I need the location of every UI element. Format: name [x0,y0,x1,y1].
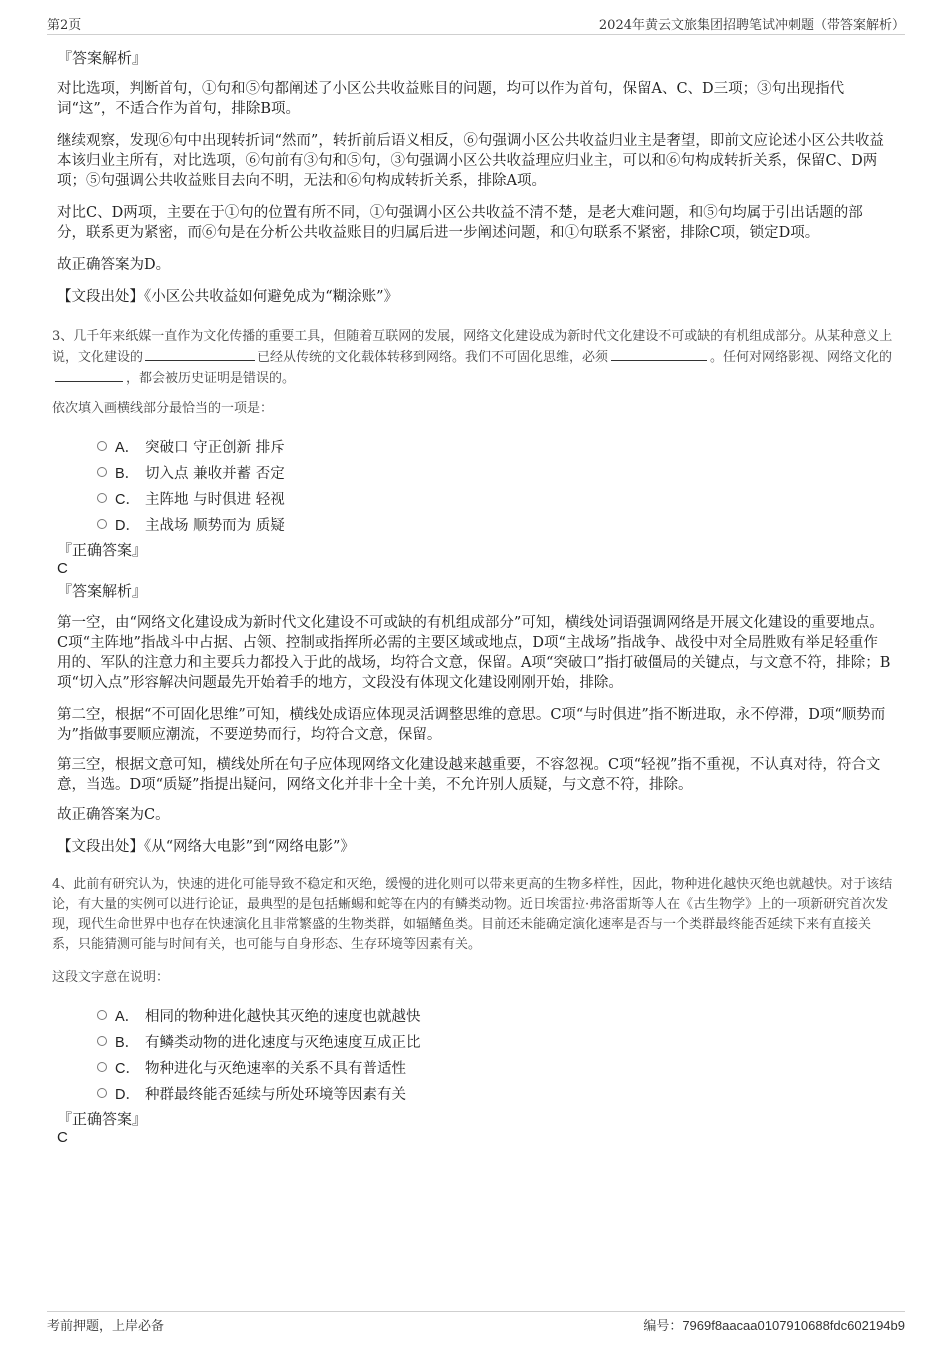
q4-answer: C [57,1129,68,1146]
q3-analysis-para-1: 第一空，由“网络文化建设成为新时代文化建设不可或缺的有机组成部分”可知，横线处词语强调网络是开展文化建设的重要地点。C项“主阵地”指战斗中占据、占领、控制或指挥所必需的主要区域或地点，D项“主战场”指战争、战役中对全局胜败有举足轻重作用的、军队的注意力和主要兵力都投入于此的战场，均符合文意，保留。A项“突破口”指打破僵局的关键点，与文意不符，排除；B项“切入点”形容解决问题最先开始着手的地方，文段没有体现文化建设刚刚开始，排除。 [57,615,891,691]
q4-options [57,1002,557,1106]
radio-icon[interactable] [97,519,107,529]
analysis-label: 『答案解析』 [57,49,148,67]
q3-blank-2 [611,347,707,361]
correct-answer-label: 『正确答案』 [57,1110,148,1128]
page-header [47,12,905,35]
document-title: 2024年黄云文旅集团招聘笔试冲刺题（带答案解析） [598,18,905,33]
q3-option-d[interactable]: D． 主战场 顺势而为 质疑 [57,511,457,537]
q3-source-title: 《从“网络大电影”到“网络电影”》 [144,839,355,855]
radio-icon[interactable] [97,441,107,451]
analysis-label: 『答案解析』 [57,582,148,600]
q4-option-b[interactable]: B． 有鳞类动物的进化速度与灭绝速度互成正比 [57,1028,557,1054]
radio-icon[interactable] [97,493,107,503]
q2-analysis-para-2: 继续观察，发现⑥句中出现转折词“然而”，转折前后语义相反，⑥句强调小区公共收益归业主是奢望，即前文应论述小区公共收益本该归业主所有，对比选项，⑥句前有③句和⑤句，③句强调小区公共收益理应归业主，可以和⑥句构成转折关系，保留C、D两项；⑤句强调公共收益账目去向不明，无法和⑥句构成转折关系，排除A项。 [57,133,884,189]
q2-source-title: 《小区公共收益如何避免成为“糊涂账”》 [144,289,399,305]
q3-analysis-para-2: 第二空，根据“不可固化思维”可知，横线处成语应体现灵活调整思维的意思。C项“与时俱进”指不断进取，永不停滞，D项“顺势而为”指做事要顺应潮流，不要逆势而行，均符合文意，保留。 [57,707,886,743]
q2-source [57,287,398,307]
q3-options [57,433,457,537]
q4-prompt: 这段文字意在说明： [52,970,170,985]
q3-option-b[interactable]: B． 切入点 兼收并蓄 否定 [57,459,457,485]
document-code: 编号：7969f8aacaa0107910688fdc602194b9 [643,1318,905,1334]
q3-option-a[interactable]: A． 突破口 守正创新 排斥 [57,433,457,459]
q4-option-c[interactable]: C． 物种进化与灭绝速率的关系不具有普适性 [57,1054,557,1080]
q2-analysis-conclusion: 故正确答案为D。 [57,257,171,273]
q3-stem: 3、几千年来纸媒一直作为文化传播的重要工具，但随着互联网的发展，网络文化建设成为新时代文化建设不可或缺的有机组成部分。从某种意义上说，文化建设的 已经从传统的文化载体转移到网络。我们不可固化思维，必须 。任何对网络影视、网络文化的，都会被历史证明是错误的。 [52,329,893,386]
q3-answer: C [57,560,68,577]
page-number: 第2页 [47,18,82,33]
radio-icon[interactable] [97,1036,107,1046]
q3-blank-3 [55,368,123,382]
q3-prompt: 依次填入画横线部分最恰当的一项是： [52,401,274,416]
correct-answer-label: 『正确答案』 [57,541,148,559]
q3-source [57,837,355,857]
q3-option-c[interactable]: C． 主阵地 与时俱进 轻视 [57,485,457,511]
source-prefix: 【文段出处】 [57,289,144,305]
radio-icon[interactable] [97,467,107,477]
q4-stem: 4、此前有研究认为，快速的进化可能导致不稳定和灭绝，缓慢的进化则可以带来更高的生物多样性，因此，物种进化越快灭绝也就越快。对于该结论，有大量的实例可以进行论证，最典型的是包括蜥蜴和蛇等在内的有鳞类动物。近日埃雷拉·弗洛雷斯等人在《古生物学》上的一项新研究首次发现，现代生命世界中也存在快速演化且非常繁盛的生物类群，如辐鳍鱼类。目前还未能确定演化速率是否与一个类群最终能否延续下来有直接关系，只能猜测可能与时间有关，也可能与自身形态、生存环境等因素有关。 [52,877,893,952]
q4-option-d[interactable]: D． 种群最终能否延续与所处环境等因素有关 [57,1080,557,1106]
radio-icon[interactable] [97,1088,107,1098]
page-footer [47,1311,905,1334]
radio-icon[interactable] [97,1062,107,1072]
q4-option-a[interactable]: A． 相同的物种进化越快其灭绝的速度也就越快 [57,1002,557,1028]
q2-analysis-para-1: 对比选项，判断首句，①句和⑤句都阐述了小区公共收益账目的问题，均可以作为首句，保留A、C、D三项；③句出现指代词“这”，不适合作为首句，排除B项。 [57,81,845,117]
q3-analysis-para-3: 第三空，根据文意可知，横线处所在句子应体现网络文化建设越来越重要，不容忽视。C项“轻视”指不重视，不认真对待，符合文意，当选。D项“质疑”指提出疑问，网络文化并非十全十美，不允许别人质疑，与文意不符，排除。 [57,757,881,793]
source-prefix: 【文段出处】 [57,839,144,855]
q3-analysis-conclusion: 故正确答案为C。 [57,807,170,823]
radio-icon[interactable] [97,1010,107,1020]
q2-analysis-para-3: 对比C、D两项，主要在于①句的位置有所不同，①句强调小区公共收益不清不楚，是老大难问题，和⑤句均属于引出话题的部分，联系更为紧密，而⑥句是在分析公共收益账目的归属后进一步阐述问题，和①句联系不紧密，排除C项，锁定D项。 [57,205,863,241]
q3-blank-1 [145,347,255,361]
footer-slogan: 考前押题，上岸必备 [47,1319,165,1334]
